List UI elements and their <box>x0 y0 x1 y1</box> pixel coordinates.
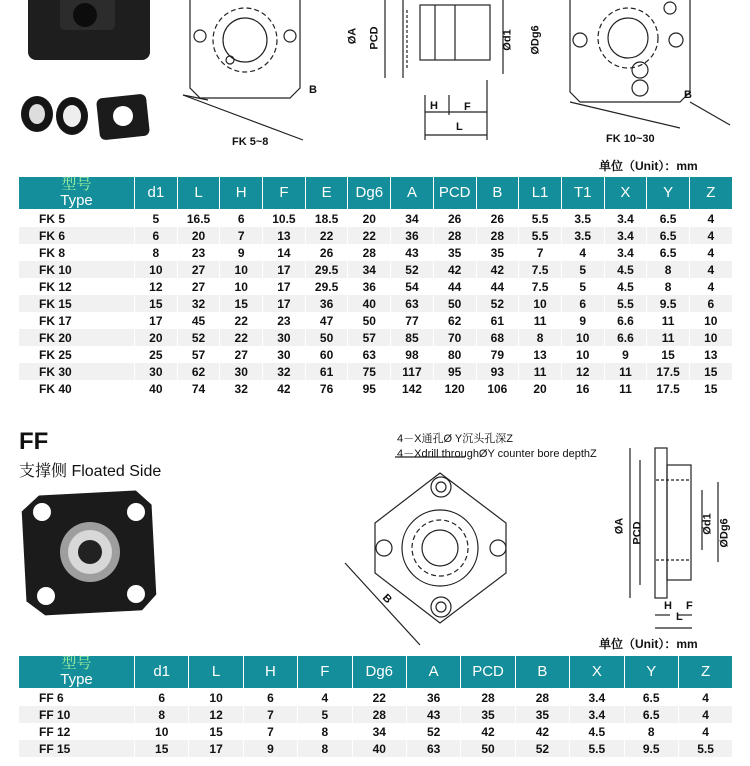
table-cell: 142 <box>391 380 434 397</box>
fk-dim-phiA: ØA <box>346 27 359 45</box>
table-cell: 4 <box>678 723 732 740</box>
fk-block-photo <box>0 0 165 150</box>
table-cell: 63 <box>406 740 460 757</box>
table-cell: 52 <box>406 723 460 740</box>
ff-header-row <box>19 656 733 689</box>
table-cell: 62 <box>177 363 220 380</box>
fk-spec-table <box>18 176 733 397</box>
table-cell: 5.5 <box>570 740 624 757</box>
table-row <box>19 363 733 380</box>
table-cell: 16 <box>561 380 604 397</box>
table-cell: 98 <box>391 346 434 363</box>
table-cell: 77 <box>391 312 434 329</box>
table-cell: 7 <box>519 244 562 261</box>
table-cell: 3.4 <box>570 706 624 723</box>
ff-note-cn: 4－X通孔Ø Y沉头孔深Z <box>397 433 513 445</box>
type-cell: FK 5 <box>19 210 135 228</box>
table-cell: 22 <box>220 312 263 329</box>
table-cell: 44 <box>476 278 519 295</box>
fk-col-header: Dg6 <box>348 177 391 210</box>
fk-col-header: d1 <box>135 177 178 210</box>
table-cell: 16.5 <box>177 210 220 228</box>
ff-unit-label: 单位（Unit）：mm <box>599 637 698 651</box>
ff-spec-table <box>18 655 733 757</box>
table-cell: 4 <box>689 278 732 295</box>
table-cell: 10.5 <box>263 210 306 228</box>
table-cell: 17.5 <box>647 380 690 397</box>
ff-type-header <box>19 656 135 689</box>
table-cell: 6 <box>135 227 178 244</box>
table-cell: 18.5 <box>305 210 348 228</box>
table-cell: 20 <box>177 227 220 244</box>
table-row <box>19 706 733 723</box>
table-cell: 22 <box>348 227 391 244</box>
table-cell: 52 <box>476 295 519 312</box>
ff-col-header: X <box>570 656 624 689</box>
table-cell: 4 <box>298 689 352 707</box>
table-cell: 47 <box>305 312 348 329</box>
table-cell: 6.5 <box>624 706 678 723</box>
type-cell: FK 30 <box>19 363 135 380</box>
fk-col-header: PCD <box>433 177 476 210</box>
table-cell: 20 <box>348 210 391 228</box>
table-cell: 29.5 <box>305 261 348 278</box>
table-cell: 8 <box>298 740 352 757</box>
table-cell: 61 <box>305 363 348 380</box>
table-cell: 28 <box>433 227 476 244</box>
table-cell: 7 <box>220 227 263 244</box>
fk-dim-d1: Ød1 <box>501 29 514 51</box>
table-cell: 15 <box>135 740 189 757</box>
table-cell: 12 <box>135 278 178 295</box>
table-cell: 6 <box>243 689 297 707</box>
table-cell: 36 <box>305 295 348 312</box>
table-cell: 13 <box>519 346 562 363</box>
table-cell: 10 <box>689 329 732 346</box>
table-cell: 6.5 <box>624 689 678 707</box>
table-cell: 44 <box>433 278 476 295</box>
table-cell: 26 <box>476 210 519 228</box>
ff-col-header: PCD <box>461 656 515 689</box>
ff-col-header: H <box>243 656 297 689</box>
table-cell: 4 <box>561 244 604 261</box>
table-cell: 15 <box>647 346 690 363</box>
ff-title: FF <box>19 428 49 455</box>
table-cell: 5.5 <box>604 295 647 312</box>
type-cell: FK 12 <box>19 278 135 295</box>
table-cell: 4 <box>678 689 732 707</box>
table-cell: 29.5 <box>305 278 348 295</box>
table-cell: 42 <box>263 380 306 397</box>
table-cell: 36 <box>406 689 460 707</box>
table-cell: 9.5 <box>647 295 690 312</box>
table-cell: 76 <box>305 380 348 397</box>
table-cell: 14 <box>263 244 306 261</box>
fk-type-header-en: Type <box>60 192 93 209</box>
table-cell: 34 <box>348 261 391 278</box>
table-cell: 4.5 <box>570 723 624 740</box>
table-cell: 23 <box>263 312 306 329</box>
table-cell: 9.5 <box>624 740 678 757</box>
table-cell: 5 <box>561 278 604 295</box>
table-cell: 34 <box>352 723 406 740</box>
table-row <box>19 329 733 346</box>
table-cell: 22 <box>305 227 348 244</box>
fk-front-view-small <box>178 0 348 150</box>
table-row <box>19 295 733 312</box>
fk-type-header-cn: 型号 <box>61 176 92 193</box>
fk-dim-h: H <box>430 100 438 112</box>
table-cell: 6.6 <box>604 329 647 346</box>
table-cell: 52 <box>515 740 569 757</box>
table-cell: 11 <box>604 363 647 380</box>
table-cell: 5.5 <box>519 210 562 228</box>
table-cell: 6 <box>220 210 263 228</box>
table-cell: 7.5 <box>519 278 562 295</box>
table-cell: 10 <box>189 689 243 707</box>
fk-col-header: X <box>604 177 647 210</box>
table-cell: 45 <box>177 312 220 329</box>
table-cell: 40 <box>348 295 391 312</box>
table-cell: 4 <box>689 210 732 228</box>
table-cell: 30 <box>263 329 306 346</box>
table-cell: 15 <box>220 295 263 312</box>
fk-col-header: B <box>476 177 519 210</box>
table-cell: 8 <box>298 723 352 740</box>
ff-col-header: Y <box>624 656 678 689</box>
table-row <box>19 740 733 757</box>
table-cell: 30 <box>263 346 306 363</box>
table-row <box>19 210 733 228</box>
table-cell: 79 <box>476 346 519 363</box>
fk-side-view <box>345 0 545 145</box>
table-row <box>19 380 733 397</box>
type-cell: FK 6 <box>19 227 135 244</box>
ff-type-header-cn: 型号 <box>61 655 92 672</box>
fk-col-header: H <box>220 177 263 210</box>
table-cell: 15 <box>189 723 243 740</box>
ff-subtitle: 支撑侧 Floated Side <box>19 463 162 480</box>
table-cell: 15 <box>135 295 178 312</box>
table-cell: 36 <box>391 227 434 244</box>
table-cell: 30 <box>220 363 263 380</box>
table-cell: 15 <box>689 380 732 397</box>
table-cell: 93 <box>476 363 519 380</box>
fk-header-row <box>19 177 733 210</box>
table-cell: 120 <box>433 380 476 397</box>
table-cell: 10 <box>220 278 263 295</box>
table-cell: 42 <box>461 723 515 740</box>
table-cell: 28 <box>476 227 519 244</box>
table-cell: 5 <box>135 210 178 228</box>
table-cell: 11 <box>519 363 562 380</box>
table-cell: 8 <box>135 706 189 723</box>
table-cell: 63 <box>391 295 434 312</box>
table-cell: 10 <box>561 346 604 363</box>
table-cell: 15 <box>689 363 732 380</box>
table-cell: 20 <box>135 329 178 346</box>
fk-dim-b-left: B <box>309 84 317 96</box>
table-cell: 4 <box>689 261 732 278</box>
table-cell: 40 <box>352 740 406 757</box>
table-cell: 3.4 <box>604 210 647 228</box>
ff-col-header: Z <box>678 656 732 689</box>
table-cell: 22 <box>352 689 406 707</box>
table-cell: 11 <box>604 380 647 397</box>
table-cell: 27 <box>177 278 220 295</box>
table-row <box>19 689 733 707</box>
table-cell: 8 <box>624 723 678 740</box>
fk-front-view-large <box>560 0 750 140</box>
table-cell: 28 <box>352 706 406 723</box>
ff-col-header: d1 <box>135 656 189 689</box>
ff-note-en: 4－Xdrill throughØY counter bore depthZ <box>397 448 597 460</box>
table-cell: 75 <box>348 363 391 380</box>
type-cell: FK 10 <box>19 261 135 278</box>
fk-dim-b-right: B <box>684 89 692 101</box>
fk-unit-label: 单位（Unit）：mm <box>599 159 698 173</box>
table-cell: 80 <box>433 346 476 363</box>
table-cell: 25 <box>135 346 178 363</box>
fk-small-label: FK 5~8 <box>232 136 269 148</box>
table-cell: 28 <box>348 244 391 261</box>
table-cell: 3.5 <box>561 210 604 228</box>
type-cell: FK 25 <box>19 346 135 363</box>
table-cell: 10 <box>689 312 732 329</box>
table-cell: 28 <box>515 689 569 707</box>
ff-col-header: A <box>406 656 460 689</box>
table-cell: 61 <box>476 312 519 329</box>
fk-type-header <box>19 177 135 210</box>
table-cell: 52 <box>391 261 434 278</box>
table-cell: 13 <box>263 227 306 244</box>
table-cell: 6.5 <box>647 227 690 244</box>
table-row <box>19 346 733 363</box>
table-cell: 9 <box>220 244 263 261</box>
table-cell: 3.4 <box>570 689 624 707</box>
table-cell: 35 <box>461 706 515 723</box>
table-cell: 6 <box>689 295 732 312</box>
table-cell: 7 <box>243 723 297 740</box>
type-cell: FF 12 <box>19 723 135 740</box>
table-row <box>19 261 733 278</box>
ff-col-header: Dg6 <box>352 656 406 689</box>
table-cell: 5.5 <box>678 740 732 757</box>
ff-dim-f: F <box>686 600 693 612</box>
table-cell: 8 <box>519 329 562 346</box>
type-cell: FK 20 <box>19 329 135 346</box>
ff-col-header: L <box>189 656 243 689</box>
fk-col-header: E <box>305 177 348 210</box>
table-cell: 54 <box>391 278 434 295</box>
ff-col-header: F <box>298 656 352 689</box>
table-cell: 9 <box>243 740 297 757</box>
table-cell: 34 <box>391 210 434 228</box>
table-cell: 4.5 <box>604 261 647 278</box>
table-cell: 85 <box>391 329 434 346</box>
table-cell: 27 <box>177 261 220 278</box>
table-cell: 60 <box>305 346 348 363</box>
table-cell: 17 <box>189 740 243 757</box>
ff-col-header: B <box>515 656 569 689</box>
table-cell: 10 <box>135 723 189 740</box>
table-cell: 40 <box>135 380 178 397</box>
table-cell: 12 <box>561 363 604 380</box>
type-cell: FK 15 <box>19 295 135 312</box>
ff-dim-b: B <box>379 591 395 607</box>
table-cell: 13 <box>689 346 732 363</box>
fk-col-header: A <box>391 177 434 210</box>
fk-col-header: F <box>263 177 306 210</box>
table-cell: 10 <box>561 329 604 346</box>
table-cell: 74 <box>177 380 220 397</box>
table-cell: 17 <box>135 312 178 329</box>
table-cell: 42 <box>515 723 569 740</box>
table-cell: 7.5 <box>519 261 562 278</box>
table-cell: 17.5 <box>647 363 690 380</box>
fk-col-header: T1 <box>561 177 604 210</box>
ff-type-header-en: Type <box>60 671 93 688</box>
table-cell: 43 <box>391 244 434 261</box>
table-cell: 68 <box>476 329 519 346</box>
table-row <box>19 312 733 329</box>
type-cell: FF 10 <box>19 706 135 723</box>
table-cell: 106 <box>476 380 519 397</box>
ff-dim-l: L <box>676 611 683 623</box>
table-cell: 30 <box>135 363 178 380</box>
type-cell: FK 8 <box>19 244 135 261</box>
ff-dim-d1: Ød1 <box>701 513 714 535</box>
table-row <box>19 244 733 261</box>
table-cell: 6.5 <box>647 210 690 228</box>
table-cell: 10 <box>135 261 178 278</box>
table-cell: 57 <box>348 329 391 346</box>
ff-dim-phiA: ØA <box>613 517 626 535</box>
fk-dim-l: L <box>456 121 463 133</box>
table-cell: 6.5 <box>647 244 690 261</box>
table-cell: 95 <box>433 363 476 380</box>
table-cell: 17 <box>263 295 306 312</box>
table-cell: 36 <box>348 278 391 295</box>
table-cell: 17 <box>263 261 306 278</box>
ff-dim-h: H <box>664 600 672 612</box>
table-cell: 62 <box>433 312 476 329</box>
table-cell: 8 <box>647 278 690 295</box>
table-cell: 42 <box>433 261 476 278</box>
table-cell: 32 <box>263 363 306 380</box>
ff-dim-pcd: PCD <box>631 521 644 545</box>
table-cell: 8 <box>135 244 178 261</box>
table-cell: 70 <box>433 329 476 346</box>
table-cell: 52 <box>177 329 220 346</box>
table-cell: 17 <box>263 278 306 295</box>
table-cell: 6 <box>135 689 189 707</box>
fk-col-header: L <box>177 177 220 210</box>
fk-dim-dg6: ØDg6 <box>529 25 542 55</box>
fk-col-header: L1 <box>519 177 562 210</box>
table-cell: 95 <box>348 380 391 397</box>
table-cell: 20 <box>519 380 562 397</box>
type-cell: FK 40 <box>19 380 135 397</box>
table-cell: 4.5 <box>604 278 647 295</box>
table-cell: 8 <box>647 261 690 278</box>
table-cell: 9 <box>604 346 647 363</box>
table-cell: 50 <box>305 329 348 346</box>
ff-dim-dg6: ØDg6 <box>718 518 731 548</box>
table-cell: 26 <box>305 244 348 261</box>
table-cell: 5.5 <box>519 227 562 244</box>
table-cell: 3.4 <box>604 244 647 261</box>
table-row <box>19 723 733 740</box>
table-cell: 22 <box>220 329 263 346</box>
table-cell: 10 <box>220 261 263 278</box>
ff-block-photo <box>14 488 164 628</box>
type-cell: FK 17 <box>19 312 135 329</box>
table-row <box>19 278 733 295</box>
table-cell: 3.4 <box>604 227 647 244</box>
table-cell: 32 <box>177 295 220 312</box>
table-cell: 11 <box>519 312 562 329</box>
table-cell: 57 <box>177 346 220 363</box>
table-cell: 50 <box>348 312 391 329</box>
table-cell: 10 <box>519 295 562 312</box>
table-cell: 5 <box>561 261 604 278</box>
table-cell: 27 <box>220 346 263 363</box>
table-cell: 4 <box>678 706 732 723</box>
table-cell: 63 <box>348 346 391 363</box>
fk-col-header: Y <box>647 177 690 210</box>
table-cell: 11 <box>647 312 690 329</box>
table-cell: 6 <box>561 295 604 312</box>
table-cell: 43 <box>406 706 460 723</box>
table-cell: 4 <box>689 244 732 261</box>
table-cell: 23 <box>177 244 220 261</box>
fk-dim-pcd: PCD <box>368 26 381 50</box>
table-cell: 12 <box>189 706 243 723</box>
table-cell: 7 <box>243 706 297 723</box>
table-cell: 6.6 <box>604 312 647 329</box>
table-cell: 28 <box>461 689 515 707</box>
table-cell: 3.5 <box>561 227 604 244</box>
table-cell: 35 <box>476 244 519 261</box>
table-cell: 42 <box>476 261 519 278</box>
table-cell: 5 <box>298 706 352 723</box>
table-cell: 9 <box>561 312 604 329</box>
type-cell: FF 15 <box>19 740 135 757</box>
table-cell: 35 <box>515 706 569 723</box>
fk-dim-f: F <box>464 101 471 113</box>
type-cell: FF 6 <box>19 689 135 707</box>
table-cell: 117 <box>391 363 434 380</box>
table-cell: 35 <box>433 244 476 261</box>
fk-col-header: Z <box>689 177 732 210</box>
table-cell: 32 <box>220 380 263 397</box>
table-cell: 50 <box>461 740 515 757</box>
table-cell: 50 <box>433 295 476 312</box>
fk-large-label: FK 10~30 <box>606 133 655 145</box>
ff-front-view <box>340 455 600 655</box>
table-cell: 26 <box>433 210 476 228</box>
table-cell: 4 <box>689 227 732 244</box>
table-row <box>19 227 733 244</box>
table-cell: 11 <box>647 329 690 346</box>
